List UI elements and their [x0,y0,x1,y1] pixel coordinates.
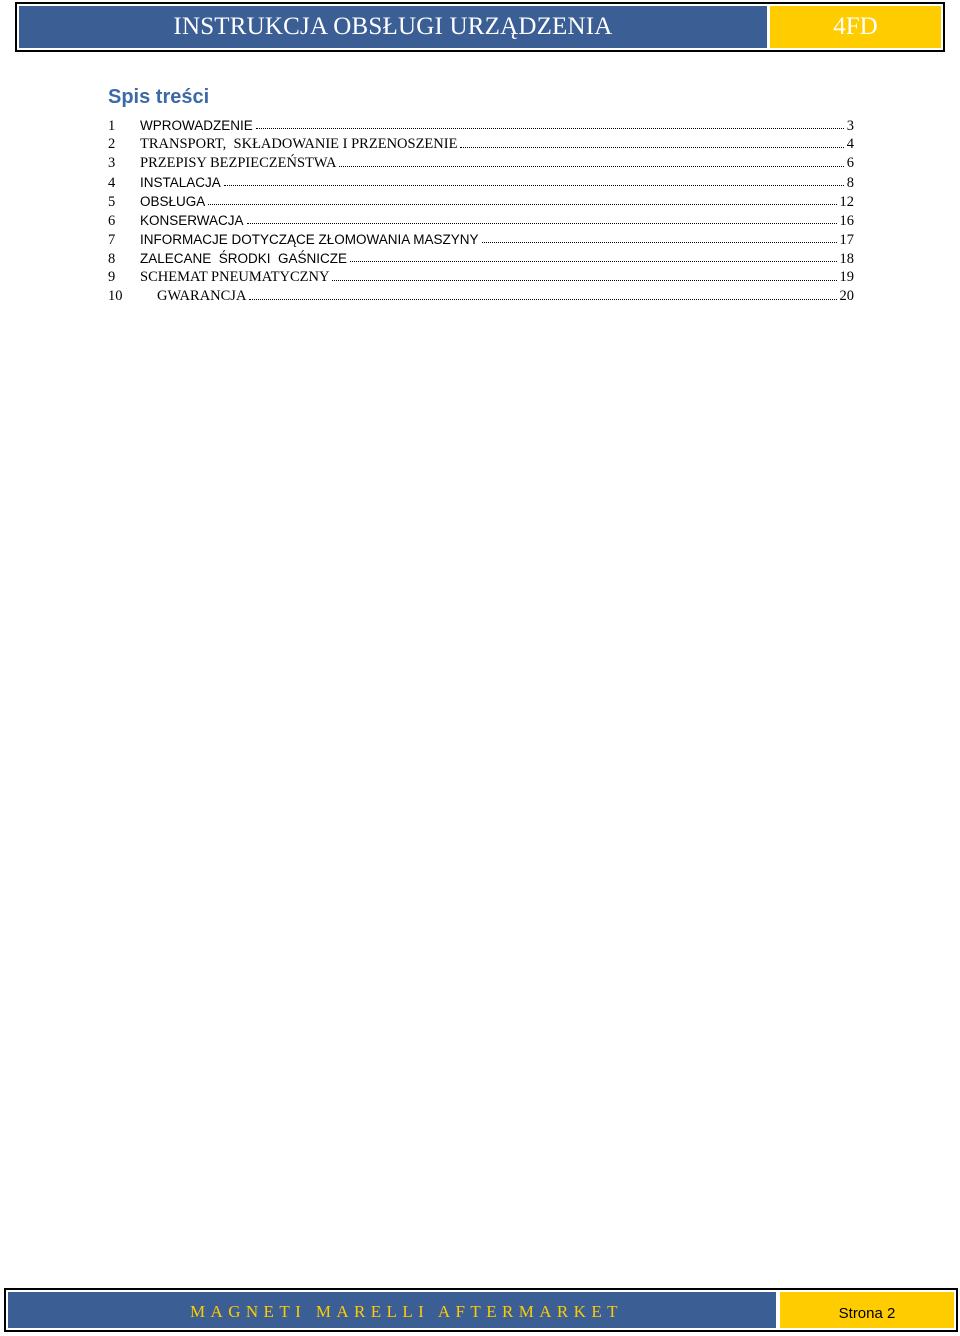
toc-entry-5[interactable] [108,192,854,211]
page-footer [4,1288,958,1332]
toc-entry-page: 3 [846,118,854,134]
toc-entry-9[interactable] [108,268,854,287]
toc-entry-number: 2 [108,136,116,152]
toc-entry-page: 12 [839,194,854,210]
toc-entry-2[interactable] [108,135,854,154]
toc-dot-leader [460,135,843,148]
toc-entry-page: 20 [839,288,854,304]
toc-entry-label[interactable]: KONSERWACJA [140,213,244,228]
toc-dot-leader [249,287,836,300]
toc-entry-number: 10 [108,288,123,304]
toc-entry-6[interactable] [108,211,854,230]
toc-dot-leader [339,154,843,167]
toc-entry-number: 6 [108,213,116,229]
page-number: Strona 2 [780,1292,954,1328]
toc-dot-leader [247,211,837,224]
toc-entry-page: 18 [839,251,854,267]
toc-entry-10[interactable] [108,287,854,306]
toc-entry-page: 16 [839,213,854,229]
toc-entry-7[interactable] [108,230,854,249]
toc-heading: Spis treści [108,86,210,108]
toc-entry-label[interactable]: PRZEPISY BEZPIECZEŃSTWA [140,155,337,171]
toc-entry-label[interactable]: TRANSPORT, SKŁADOWANIE I PRZENOSZENIE [140,136,458,152]
table-of-contents [108,116,854,306]
toc-dot-leader [350,249,836,262]
toc-entry-number: 8 [108,251,116,267]
toc-entry-label[interactable]: WPROWADZENIE [140,118,253,133]
toc-entry-number: 7 [108,232,116,248]
toc-entry-page: 19 [839,269,854,285]
toc-dot-leader [224,173,844,186]
toc-dot-leader [332,268,836,281]
toc-dot-leader [482,230,837,243]
toc-entry-label[interactable]: OBSŁUGA [140,194,206,209]
toc-entry-1[interactable] [108,116,854,135]
toc-entry-page: 4 [846,136,854,152]
toc-entry-number: 9 [108,269,116,285]
toc-entry-label[interactable]: GWARANCJA [157,288,247,304]
toc-dot-leader [256,116,844,129]
toc-entry-page: 8 [846,175,854,191]
toc-entry-3[interactable] [108,154,854,173]
toc-entry-label[interactable]: INFORMACJE DOTYCZĄCE ZŁOMOWANIA MASZYNY [140,232,479,247]
toc-entry-label[interactable]: INSTALACJA [140,175,221,190]
toc-entry-page: 17 [839,232,854,248]
toc-entry-8[interactable] [108,249,854,268]
toc-entry-4[interactable] [108,173,854,192]
toc-entry-number: 1 [108,118,116,134]
toc-entry-number: 5 [108,194,116,210]
document-title: INSTRUKCJA OBSŁUGI URZĄDZENIA [19,6,767,48]
toc-entry-label[interactable]: SCHEMAT PNEUMATYCZNY [140,269,330,285]
toc-entry-label[interactable]: ZALECANE ŚRODKI GAŚNICZE [140,251,348,266]
toc-entry-page: 6 [846,155,854,171]
toc-dot-leader [208,192,836,205]
model-code: 4FD [770,6,941,48]
brand-name: MAGNETI MARELLI AFTERMARKET [8,1292,776,1328]
page-header [15,2,945,52]
toc-entry-number: 3 [108,155,116,171]
toc-entry-number: 4 [108,175,116,191]
